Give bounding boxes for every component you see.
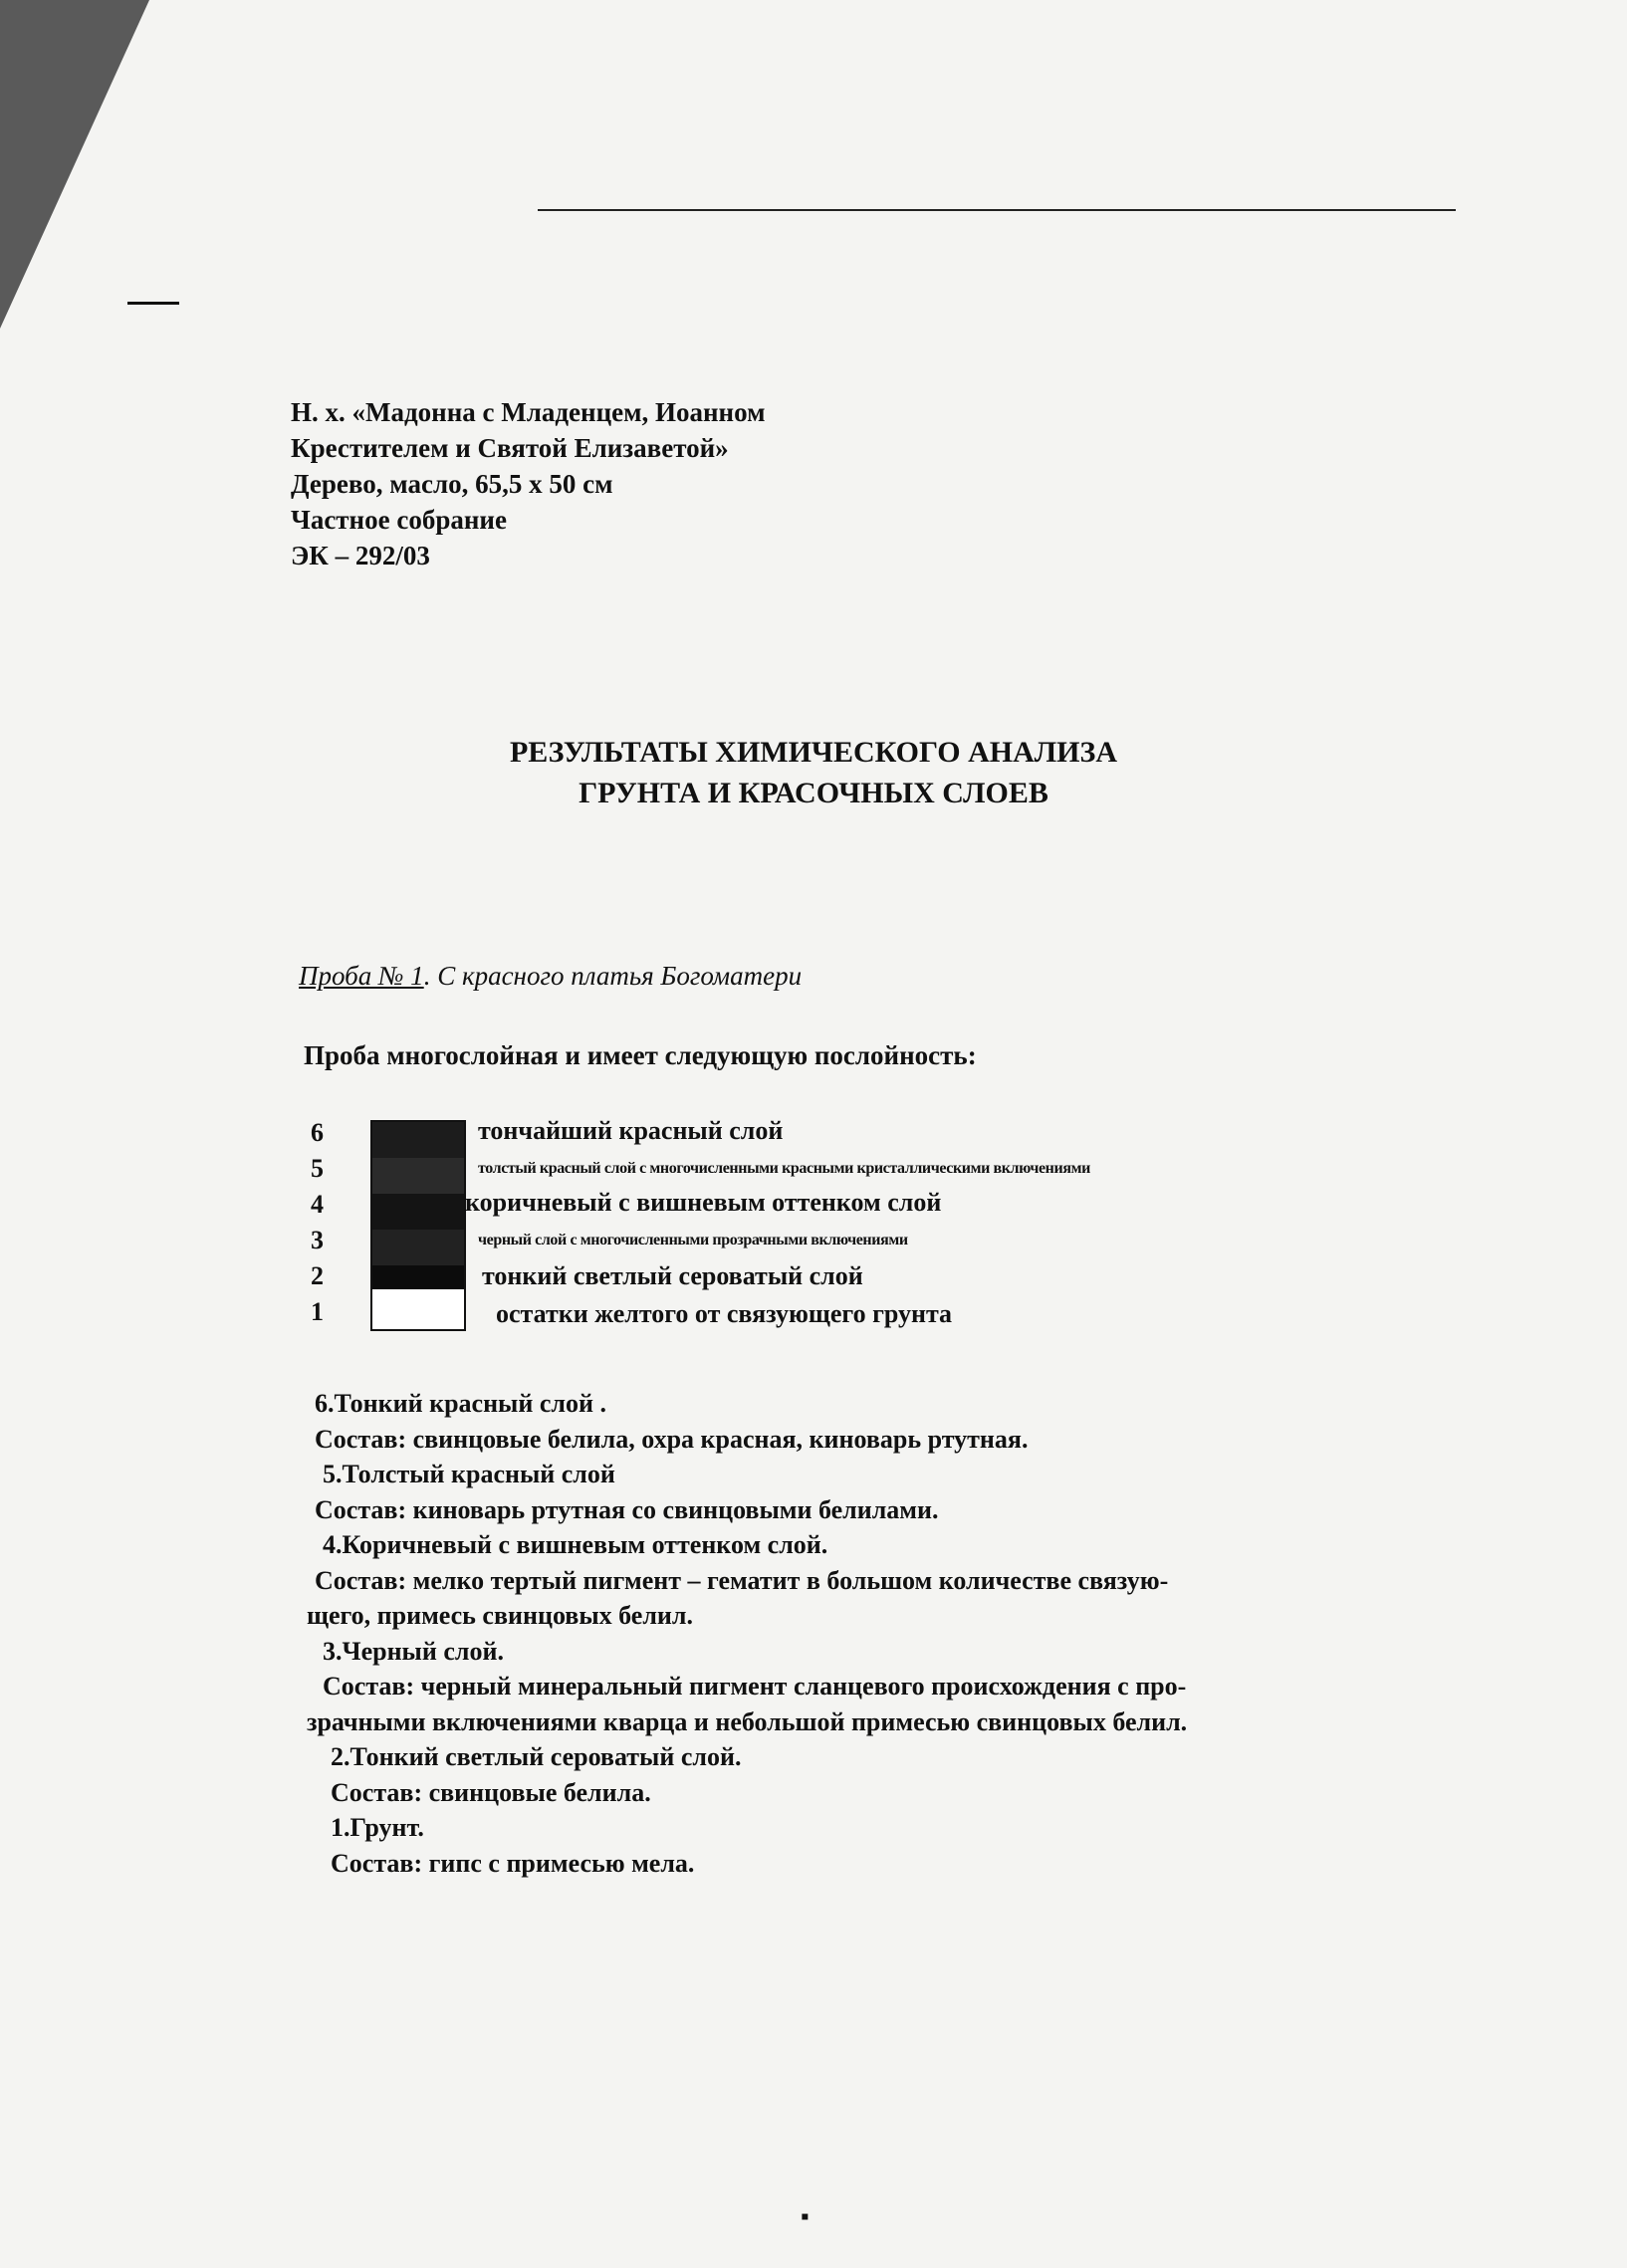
sequence-note: Проба многослойная и имеет следующую послойность: — [304, 1040, 977, 1070]
header-line: Частное собрание — [291, 505, 507, 535]
result-layer-title: 6.Тонкий красный слой . — [315, 1389, 606, 1418]
left-dash — [127, 302, 179, 305]
analysis-results — [307, 1386, 1188, 1881]
layer-number: 3 — [311, 1226, 324, 1254]
footer-mark: ▪ — [801, 2204, 810, 2230]
layer-band — [372, 1158, 464, 1194]
artwork-header — [291, 394, 766, 573]
result-composition-continued: щего, примесь свинцовых белил. — [307, 1601, 693, 1630]
header-line: ЭК – 292/03 — [291, 541, 430, 570]
result-composition-continued: зрачными включениями кварца и небольшой примесью свинцовых белил. — [307, 1706, 1188, 1736]
layer-number: 6 — [311, 1118, 324, 1147]
result-layer-title: 5.Толстый красный слой — [323, 1460, 615, 1488]
result-layer-title: 2.Тонкий светлый сероватый слой. — [331, 1742, 742, 1771]
title-line-2: ГРУНТА И КРАСОЧНЫХ СЛОЕВ — [579, 777, 1048, 809]
probe-heading — [299, 961, 802, 992]
stratigraphy-diagram — [311, 1118, 1535, 1332]
result-composition: Состав: киноварь ртутная со свинцовыми белилами. — [315, 1494, 939, 1524]
result-composition: Состав: гипс с примесью мела. — [331, 1848, 695, 1878]
layer-label: коричневый с вишневым оттенком слой — [465, 1188, 942, 1217]
result-layer-title: 3.Черный слой. — [323, 1636, 504, 1666]
top-rule — [538, 209, 1456, 211]
layer-column — [370, 1120, 466, 1331]
layer-number: 5 — [311, 1154, 324, 1183]
header-line: Дерево, масло, 65,5 х 50 см — [291, 469, 613, 499]
document-title — [0, 732, 1627, 813]
result-composition: Состав: свинцовые белила, охра красная, киноварь ртутная. — [315, 1424, 1029, 1454]
layer-label: тончайший красный слой — [478, 1116, 784, 1145]
header-line: Крестителем и Святой Елизаветой» — [291, 433, 729, 463]
layer-label: тонкий светлый сероватый слой — [482, 1261, 863, 1290]
layer-number: 2 — [311, 1261, 324, 1290]
layer-number: 1 — [311, 1297, 324, 1326]
result-layer-title: 4.Коричневый с вишневым оттенком слой. — [323, 1530, 828, 1559]
layer-label: остатки желтого от связующего грунта — [496, 1299, 953, 1328]
layer-band — [372, 1194, 464, 1230]
layer-number: 4 — [311, 1190, 324, 1219]
probe-label: Проба № 1 — [299, 961, 424, 991]
probe-description: . С красного платья Богоматери — [423, 961, 803, 991]
layer-label: черный слой с многочисленными прозрачными включениями — [478, 1232, 908, 1248]
header-line: Н. х. «Мадонна с Младенцем, Иоанном — [291, 397, 766, 427]
layer-band — [372, 1289, 464, 1329]
layer-band — [372, 1122, 464, 1158]
result-composition: Состав: черный минеральный пигмент сланцевого происхождения с про- — [323, 1672, 1187, 1701]
title-line-1: РЕЗУЛЬТАТЫ ХИМИЧЕСКОГО АНАЛИЗА — [509, 736, 1117, 769]
result-layer-title: 1.Грунт. — [331, 1813, 424, 1842]
layer-band — [372, 1230, 464, 1265]
result-composition: Состав: мелко тертый пигмент – гематит в большом количестве связую- — [315, 1565, 1169, 1595]
result-composition: Состав: свинцовые белила. — [331, 1777, 651, 1807]
layer-band — [372, 1265, 464, 1289]
layer-label: толстый красный слой с многочисленными красными кристаллическими включениями — [478, 1160, 1090, 1177]
scan-corner-shadow — [0, 0, 149, 329]
